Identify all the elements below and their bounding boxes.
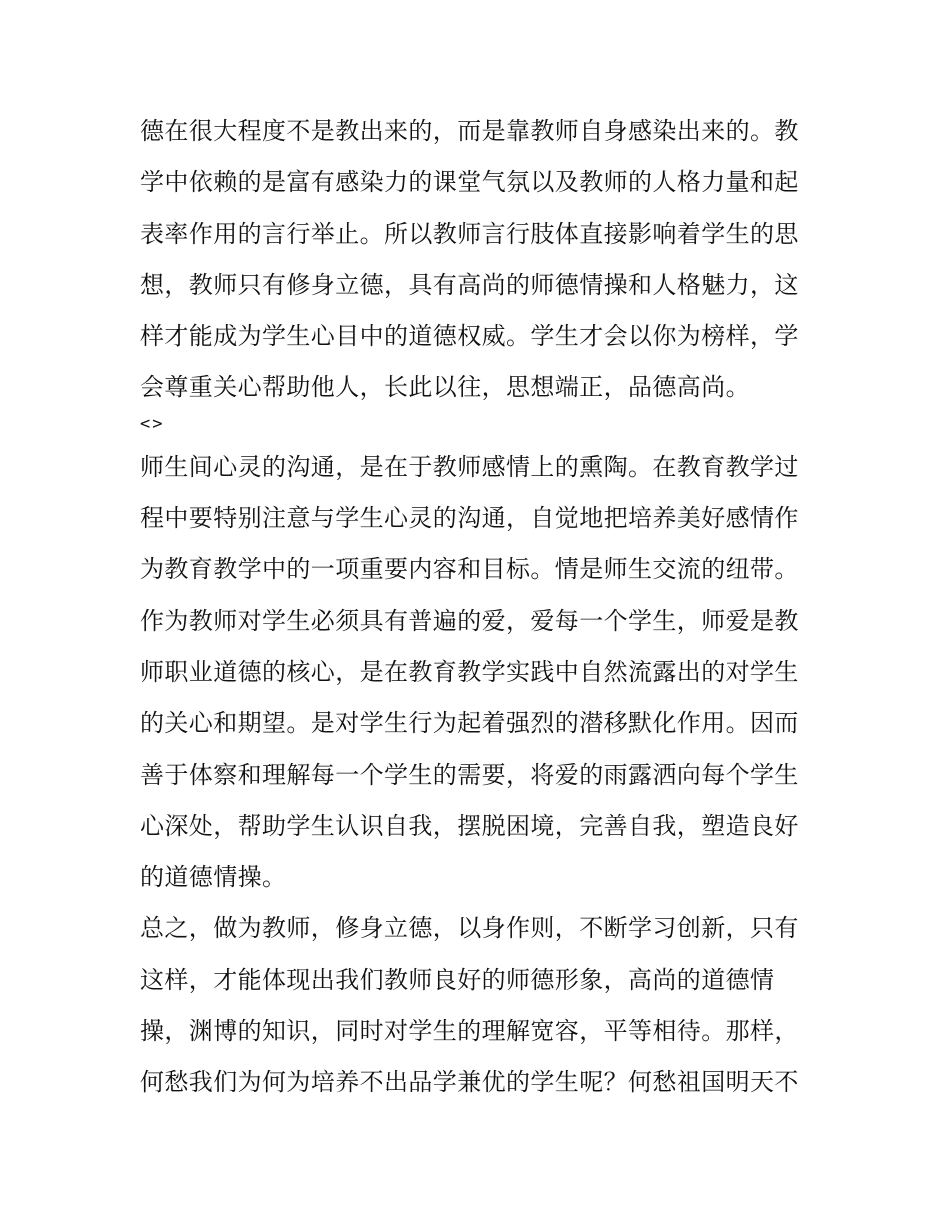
paragraph-emotional-communication [140, 442, 820, 904]
text-line: 师生间心灵的沟通，是在于教师感情上的熏陶。在教育教学过 [140, 452, 799, 481]
text-line: 这样，才能体现出我们教师良好的师德形象，高尚的道德情 [140, 965, 775, 994]
text-line: 程中要特别注意与学生心灵的沟通，自觉地把培养美好感情作 [140, 504, 799, 533]
text-line: 学中依赖的是富有感染力的课堂气氛以及教师的人格力量和起 [140, 168, 799, 197]
text-line: 会尊重关心帮助他人，长此以往，思想端正，品德高尚。 [140, 373, 750, 402]
text-line: 的关心和期望。是对学生行为起着强烈的潜移默化作用。因而 [140, 709, 799, 738]
text-line: 何愁我们为何为培养不出品学兼优的学生呢？何愁祖国明天不 [140, 1068, 799, 1097]
document-body [140, 106, 820, 1109]
text-line: 作为教师对学生必须具有普遍的爱，爱每一个学生，师爱是教 [140, 606, 799, 635]
text-line: 师职业道德的核心，是在教育教学实践中自然流露出的对学生 [140, 657, 799, 686]
text-line: 的道德情操。 [140, 863, 287, 892]
text-line: 善于体察和理解每一个学生的需要，将爱的雨露洒向每个学生 [140, 760, 799, 789]
section-marker: <> [140, 413, 165, 434]
text-line: 德在很大程度不是教出来的，而是靠教师自身感染出来的。教 [140, 117, 799, 145]
text-line: 操，渊博的知识，同时对学生的理解宽容，平等相待。那样， [140, 1017, 799, 1046]
text-line: 想，教师只有修身立德，具有高尚的师德情操和人格魅力，这 [140, 270, 799, 299]
text-line: 总之，做为教师，修身立德，以身作则，不断学习创新，只有 [140, 914, 799, 943]
text-line: 表率作用的言行举止。所以教师言行肢体直接影响着学生的思 [140, 219, 799, 248]
paragraph-teacher-influence [140, 106, 820, 414]
text-line: 为教育教学中的一项重要内容和目标。情是师生交流的纽带。 [140, 555, 799, 584]
text-line: 心深处，帮助学生认识自我，摆脱困境，完善自我，塑造良好 [140, 811, 799, 840]
paragraph-conclusion [140, 903, 820, 1108]
text-line: 样才能成为学生心目中的道德权威。学生才会以你为榜样，学 [140, 322, 799, 351]
